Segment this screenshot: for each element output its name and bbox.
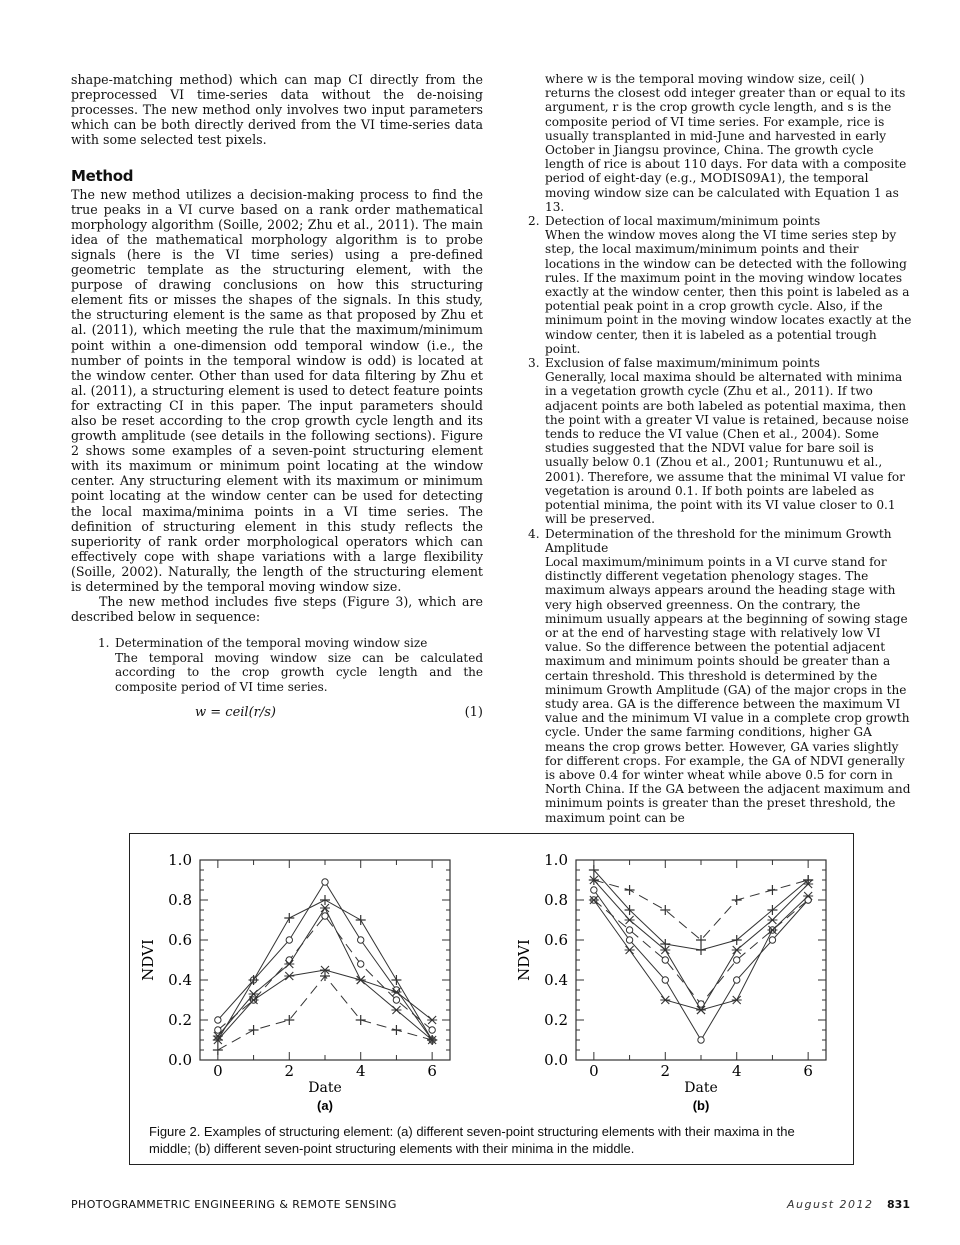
data-point-plus [320,895,330,905]
step-body: When the window moves along the VI time series step by step, the local maximum/minimum points and their locations in the window can be detected with the following rules. If the maximum point in the moving window locates exactly at the window center, then this point is labeled as a potential peak point in a crop growth cycle. Also, if the minimum point in the moving window locates exactly at the window center, then it is labeled as a potential trough point. [545,228,912,356]
x-tick-label: 6 [803,1062,813,1080]
data-point-plus [284,1015,294,1025]
data-point-plus [767,885,777,895]
data-point-star [732,946,742,954]
footer-right [787,1198,910,1211]
journal-name: PHOTOGRAMMETRIC ENGINEERING & REMOTE SENSING [71,1198,397,1211]
step-4 [528,527,912,825]
data-point-circle [393,997,399,1003]
right-column [528,72,912,825]
panel-label: (b) [692,1098,710,1113]
x-tick-label: 2 [284,1062,295,1080]
data-point-star [767,916,777,924]
data-point-circle [215,1017,221,1023]
series-line-4 [591,887,812,1043]
data-point-circle [429,1027,435,1033]
data-point-plus [391,1025,401,1035]
data-point-circle [215,1027,221,1033]
data-point-star [732,996,742,1004]
data-point-plus [625,885,635,895]
steps-intro-paragraph: The new method includes five steps (Figure 3), which are described below in sequence: [71,594,483,625]
data-point-plus [284,913,294,923]
y-tick-label: 0.4 [544,971,568,989]
left-column [71,72,483,720]
y-tick-label: 0.0 [168,1051,192,1069]
data-point-circle [734,977,740,983]
x-tick-label: 0 [589,1062,599,1080]
equation-number: (1) [464,704,483,720]
chart-panel-b [515,851,826,1113]
panel-label: (a) [317,1098,333,1113]
series-path [218,882,432,1040]
data-point-circle [662,977,668,983]
data-point-plus [249,1025,259,1035]
step-number: 2. [528,214,540,229]
data-point-star [356,976,366,984]
x-axis-label: Date [684,1080,718,1096]
data-point-plus [320,971,330,981]
step-title: Exclusion of false maximum/minimum points [545,356,820,371]
x-tick-label: 0 [213,1062,223,1080]
data-point-circle [591,887,597,893]
steps-list-right [528,214,912,825]
series-line-1 [589,875,813,945]
data-point-plus [213,1045,223,1055]
y-tick-label: 0.6 [544,931,568,949]
data-point-circle [626,937,632,943]
step-title: Determination of the threshold for the minimum Growth Amplitude [545,526,892,555]
equation-formula: w = ceil(r/s) [195,704,276,720]
data-point-star [625,916,635,924]
y-tick-label: 1.0 [544,851,568,869]
x-tick-label: 6 [427,1062,437,1080]
data-point-circle [698,1037,704,1043]
x-tick-label: 2 [660,1062,671,1080]
y-axis-label: NDVI [139,939,157,981]
data-point-circle [286,937,292,943]
data-point-circle [626,927,632,933]
x-tick-label: 4 [731,1062,742,1080]
figure-caption: Figure 2. Examples of structuring element: (a) different seven-point structuring elements with their maxima in the middle; (b) different seven-point structuring elements with their minima in the middle. [149,1124,795,1156]
data-point-circle [322,879,328,885]
method-heading: Method [71,167,134,186]
data-point-plus [356,915,366,925]
data-point-star [660,996,670,1004]
page-number: 831 [887,1198,910,1211]
data-point-star [284,972,294,980]
steps-list-left [71,636,483,694]
step-3 [528,356,912,526]
step-body: Local maximum/minimum points in a VI curve stand for distinctly different vegetation phenology stages. The maximum always appears around the heading stage with very high observed greenness. On the contrary, the minimum usually appears at the beginning of sowing stage or at the end of harvesting stage with relatively low VI value. So the difference between the potential adjacent maximum and minimum points should be greater than a certain threshold. This threshold is determined by the minimum Growth Amplitude (GA) of the major crops in the study area. GA is the difference between the maximum VI value and the minimum VI value in a complete crop growth cycle. Under the same farming conditions, higher GA means the crop grows better. However, GA varies slightly for different crops. For example, the GA of NDVI generally is above 0.4 for winter wheat while above 0.5 for corn in North China. If the GA between the adjacent maximum and minimum points is greater than the preset threshold, the maximum point can be [545,554,911,825]
step-body: The temporal moving window size can be calculated according to the crop growth cycle length and the composite period of VI time series. [115,650,483,695]
y-tick-label: 0.4 [168,971,192,989]
y-tick-label: 0.8 [168,891,192,909]
data-point-circle [734,957,740,963]
chart-panel-a [139,851,450,1113]
data-point-circle [358,937,364,943]
plot-frame [200,860,450,1060]
data-point-plus [732,895,742,905]
data-point-plus [391,975,401,985]
step-body: Generally, local maxima should be alternated with minima in a vegetation growth cycle (Zhu et al., 2011). If two adjacent points are both labeled as potential maxima, then the point with a greater VI value is retained, because noise tends to reduce the VI value (Chen et al., 2004). Some studies suggested that the NDVI value for bare soil is usually below 0.1 (Zhou et al., 2001; Runtunuwu et al., 2001). Therefore, we assume that the minimal VI value for vegetation is around 0.1. If both points are labeled as potential minima, the point with its VI value closer to 0.1 will be preserved. [545,370,909,527]
issue-date: August 2012 [787,1198,874,1211]
where-paragraph: where w is the temporal moving window size, ceil( ) returns the closest odd integer greater than or equal to its argument, r is the crop growth cycle length, and s is the composite period of VI time series. For example, rice is usually transplanted in mid-June and harvested in early October in Jiangsu province, China. The growth cycle length of rice is about 110 days. For data with a composite period of eight-day (e.g., MODIS09A1), the temporal moving window size can be calculated with Equation 1 as 13. [545,72,907,214]
plot-frame [576,860,826,1060]
data-point-circle [662,957,668,963]
x-axis-label: Date [308,1080,342,1096]
y-tick-label: 0.2 [544,1011,568,1029]
y-tick-label: 0.0 [544,1051,568,1069]
step-number: 3. [528,356,540,371]
series-line-6 [213,971,437,1055]
step-number: 4. [528,526,540,541]
data-point-star [391,1006,401,1014]
intro-paragraph: shape-matching method) which can map CI directly from the preprocessed VI time-series data without the de-noising processes. The new method only involves two input parameters which can be both directly derived from the VI time-series data with some selected test pixels. [71,72,483,148]
y-tick-label: 0.2 [168,1011,192,1029]
equation-1 [71,705,483,720]
y-tick-label: 0.6 [168,931,192,949]
data-point-plus [696,945,706,955]
step-number: 1. [98,636,110,651]
data-point-star [625,946,635,954]
data-point-plus [356,1015,366,1025]
step-1 [98,636,483,694]
y-tick-label: 0.8 [544,891,568,909]
step-title: Determination of the temporal moving window size [115,636,428,651]
data-point-circle [358,961,364,967]
data-point-star [427,1016,437,1024]
step-2 [528,214,912,356]
y-axis-label: NDVI [515,939,533,981]
data-point-circle [769,937,775,943]
figure-2 [129,833,854,1165]
series-path [594,890,808,1040]
data-point-star [320,904,330,912]
method-paragraph: The new method utilizes a decision-making process to find the true peaks in a VI curve based on a rank order mathematical morphology algorithm (Soille, 2002; Zhu et al., 2011). The main idea of the mathematical morphology algorithm is to probe signals (here is the VI time series) using a pre-defined geometric template as the structuring element, with the purpose of drawing conclusions on how this structuring element fits or misses the shapes of the signals. In this study, the structuring element is the same as that proposed by Zhu et al. (2011), which meeting the rule that the maximum/minimum point within a one-dimension odd temporal window (i.e., the number of points in the temporal window is odd) is located at the window center. Other than used for data filtering by Zhu et al. (2011), a structuring element is used to detect feature points for extracting CI in this paper. The input parameters should also be reset according to the crop growth cycle length and its growth amplitude (see details in the following sections). Figure 2 shows some examples of a seven-point structuring element with its maximum or minimum point locating at the window center. Any structuring element with its maximum or minimum point locating at the window center can be used for detecting the local maxima/minima points in a VI time series. The definition of structuring element in this study reflects the superiority of rank order morphological operators which can effectively cope with shape variations with a large flexibility (Soille, 2002). Naturally, the length of the structuring element is determined by the temporal moving window size. [71,186,483,594]
data-point-circle [322,913,328,919]
x-tick-label: 4 [355,1062,366,1080]
step-title: Detection of local maximum/minimum points [545,214,821,229]
figure-charts [130,834,852,1119]
y-tick-label: 1.0 [168,851,192,869]
